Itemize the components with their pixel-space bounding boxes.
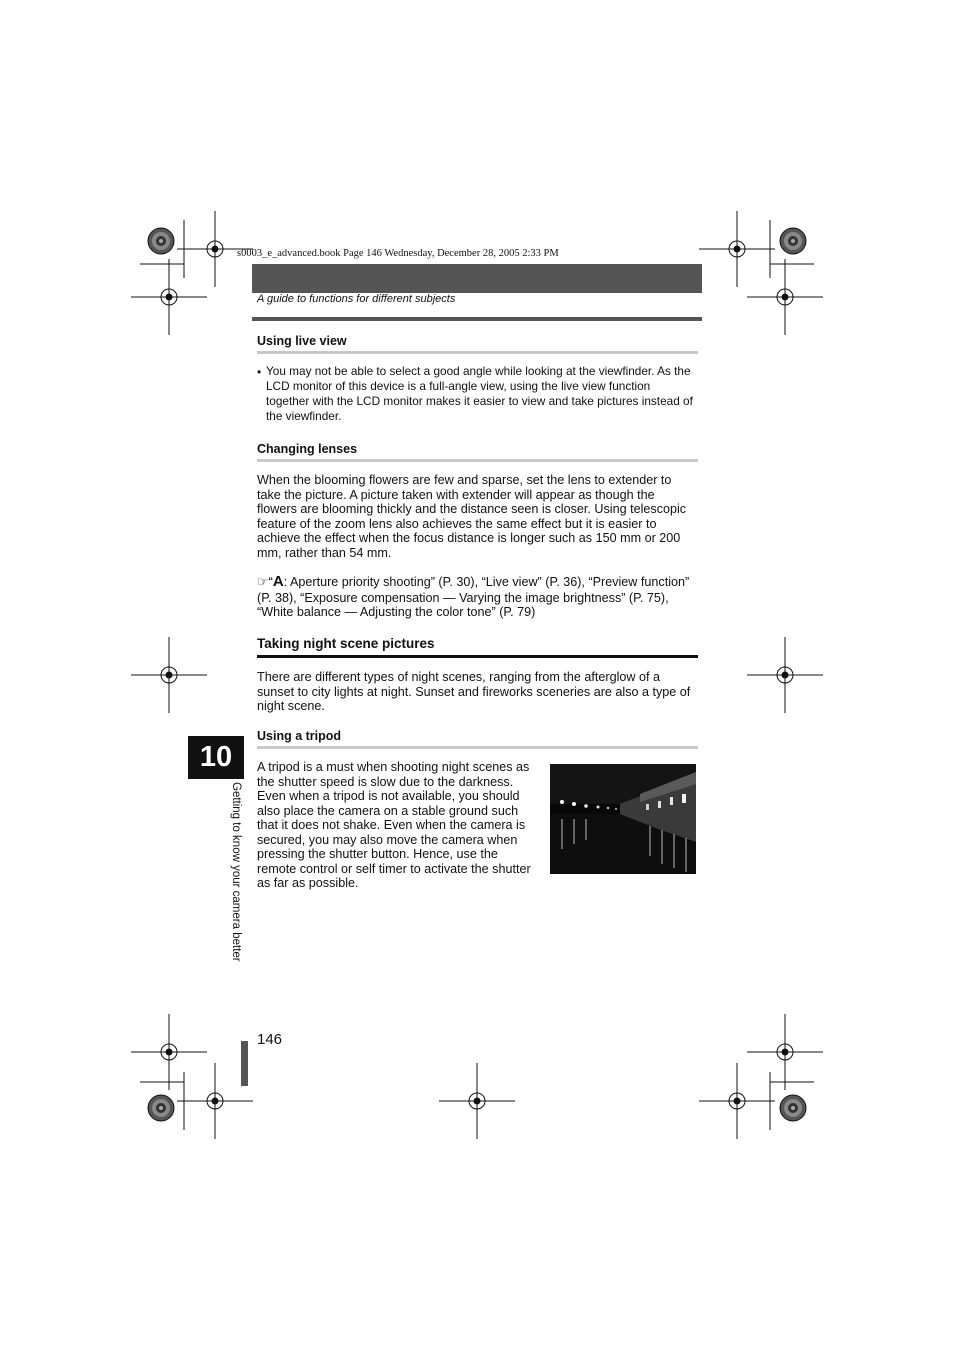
header-subtitle: A guide to functions for different subjects xyxy=(257,293,456,305)
print-info: s0003_e_advanced.book Page 146 Wednesday, December 28, 2005 2:33 PM xyxy=(237,248,559,259)
chapter-label: Getting to know your camera better xyxy=(230,782,242,962)
page-number: 146 xyxy=(257,1031,283,1048)
live-view-bullet-text: You may not be able to select a good angle while looking at the viewfinder. As the LCD monitor of this device is a full-angle view, using the live view function together with the LCD monitor makes it easier to view and take pictures instead of the viewfinder. xyxy=(266,364,693,423)
section-rule xyxy=(257,351,698,354)
chapter-tab: 10 xyxy=(188,736,244,779)
tripod-body: A tripod is a must when shooting night scenes as the shutter speed is slow due to the darkness. Even when a tripod is not available, you should also place the camera on a stable ground such that it does not shake. Even when the camera is secured, you may also move the camera when pressing the shutter button. Hence, use the remote control or self timer to activate the shutter as far as possible. xyxy=(257,760,531,890)
lenses-body: When the blooming flowers are few and sparse, set the lens to extender to take the picture. A picture taken with extender will appear as though the flowers are blooming thickly and the distance seen is closer. Using telescopic feature of the zoom lens also achieves the same effect but it is easier to achieve the effect when the focus distance is longer such as 150 mm or 200 mm, rather than 54 mm. xyxy=(257,473,687,560)
reference-icon: ☞ xyxy=(257,575,269,590)
header-rule xyxy=(252,317,702,321)
section-rule xyxy=(257,746,698,749)
header-bar xyxy=(252,264,702,293)
section-rule xyxy=(257,459,698,462)
page-number-bar xyxy=(241,1041,248,1086)
night-body: There are different types of night scenes, ranging from the afterglow of a sunset to city lights at night. Sunset and fireworks sceneries are also a type of night scene. xyxy=(257,670,691,713)
section-title-live-view: Using live view xyxy=(257,334,347,348)
section-title-night-scene: Taking night scene pictures xyxy=(257,636,435,651)
night-canal-photo xyxy=(550,764,696,874)
lenses-reference: ☞“A: Aperture priority shooting” (P. 30), “Live view” (P. 36), “Preview function” (P. 38), “Exposure compensation — Varying the image brightness” (P. 75), “White balance — Adjusting the color tone” (P. 79) xyxy=(257,573,690,619)
aperture-mode-icon: A xyxy=(272,573,284,590)
section-title-tripod: Using a tripod xyxy=(257,729,342,743)
bullet-marker: • xyxy=(257,365,262,379)
section-title-changing-lenses: Changing lenses xyxy=(257,442,358,456)
reference-text: : Aperture priority shooting” (P. 30), “Live view” (P. 36), “Preview function” (P. 38), “Exposure compensation — Varying the image brightness” (P. 75), “White balance — Adjusting the color tone” (P. 79) xyxy=(257,575,690,619)
section-rule-major xyxy=(257,655,698,658)
